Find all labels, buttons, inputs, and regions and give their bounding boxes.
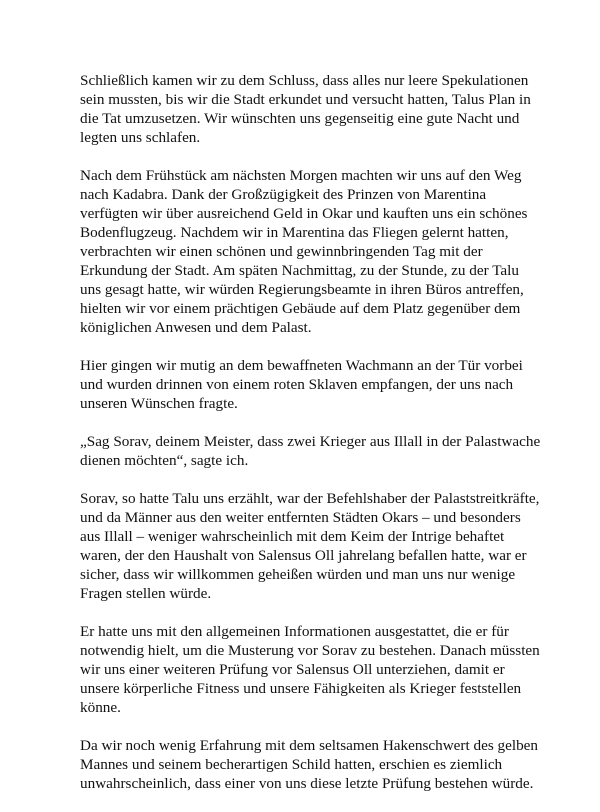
text-line: dienen möchten“, sagte ich. <box>80 452 249 469</box>
text-line: königlichen Anwesen und dem Palast. <box>80 319 312 336</box>
paragraph-7 <box>80 736 539 793</box>
paragraph-3 <box>80 356 526 413</box>
text-line: Mannes und seinem becherartigen Schild hatten, erschien es ziemlich <box>80 756 503 773</box>
text-line: sicher, dass wir willkommen geheißen würden und man uns nur wenige <box>80 566 516 583</box>
text-line: Hier gingen wir mutig an dem bewaffneten Wachmann an der Tür vorbei <box>80 357 523 374</box>
document-body <box>80 71 541 812</box>
text-line: verbrachten wir einen schönen und gewinnbringenden Tag mit der <box>80 243 483 260</box>
text-line: Bodenflugzeug. Nachdem wir in Marentina das Fliegen gelernt hatten, <box>80 224 509 241</box>
paragraph-2 <box>80 166 526 337</box>
paragraph-4 <box>80 432 541 470</box>
text-line: und wurden drinnen von einem roten Sklaven empfangen, der uns nach <box>80 376 514 393</box>
paragraph-5 <box>80 489 540 603</box>
text-line: unsere körperliche Fitness und unsere Fähigkeiten als Krieger feststellen <box>80 680 522 697</box>
text-line: Schließlich kamen wir zu dem Schluss, dass alles nur leere Spekulationen <box>80 72 529 89</box>
text-line: aus Illall – weniger wahrscheinlich mit dem Keim der Intrige behaftet <box>80 528 505 545</box>
text-line: verfügten wir über ausreichend Geld in Okar und kauften uns ein schönes <box>80 205 528 222</box>
text-line: legten uns schlafen. <box>80 129 201 146</box>
text-line: wir uns einer weiteren Prüfung vor Salensus Oll unterziehen, damit er <box>80 661 505 678</box>
text-line: Nach dem Frühstück am nächsten Morgen machten wir uns auf den Weg <box>80 167 522 184</box>
text-line: notwendig hielt, um die Musterung vor Sorav zu bestehen. Danach müssten <box>80 642 540 659</box>
text-line: könne. <box>80 699 121 716</box>
text-line: waren, der den Haushalt von Salensus Oll jahrelang befallen hatte, war er <box>80 547 527 564</box>
text-line: Er hatte uns mit den allgemeinen Informationen ausgestattet, die er für <box>80 623 509 640</box>
text-line: unseren Wünschen fragte. <box>80 395 238 412</box>
text-line: unwahrscheinlich, dass einer von uns diese letzte Prüfung bestehen würde. <box>80 775 534 792</box>
paragraph-6 <box>80 622 540 717</box>
text-line: uns gesagt hatte, wir würden Regierungsbeamte in ihren Büros antreffen, <box>80 281 524 298</box>
text-line: „Sag Sorav, deinem Meister, dass zwei Krieger aus Illall in der Palastwache <box>80 433 541 450</box>
text-line: sein mussten, bis wir die Stadt erkundet und versucht hatten, Talus Plan in <box>80 91 531 108</box>
text-line: Fragen stellen würde. <box>80 585 212 602</box>
text-line: die Tat umzusetzen. Wir wünschten uns gegenseitig eine gute Nacht und <box>80 110 520 127</box>
text-line: Sorav, so hatte Talu uns erzählt, war der Befehlshaber der Palaststreitkräfte, <box>80 490 540 507</box>
text-line: Erkundung der Stadt. Am späten Nachmittag, zu der Stunde, zu der Talu <box>80 262 519 279</box>
text-line: hielten wir vor einem prächtigen Gebäude auf dem Platz gegenüber dem <box>80 300 521 317</box>
text-line: nach Kadabra. Dank der Großzügigkeit des Prinzen von Marentina <box>80 186 487 203</box>
text-line: Da wir noch wenig Erfahrung mit dem seltsamen Hakenschwert des gelben <box>80 737 539 754</box>
text-line: und da Männer aus den weiter entfernten Städten Okars – und besonders <box>80 509 521 526</box>
paragraph-1 <box>80 71 531 147</box>
